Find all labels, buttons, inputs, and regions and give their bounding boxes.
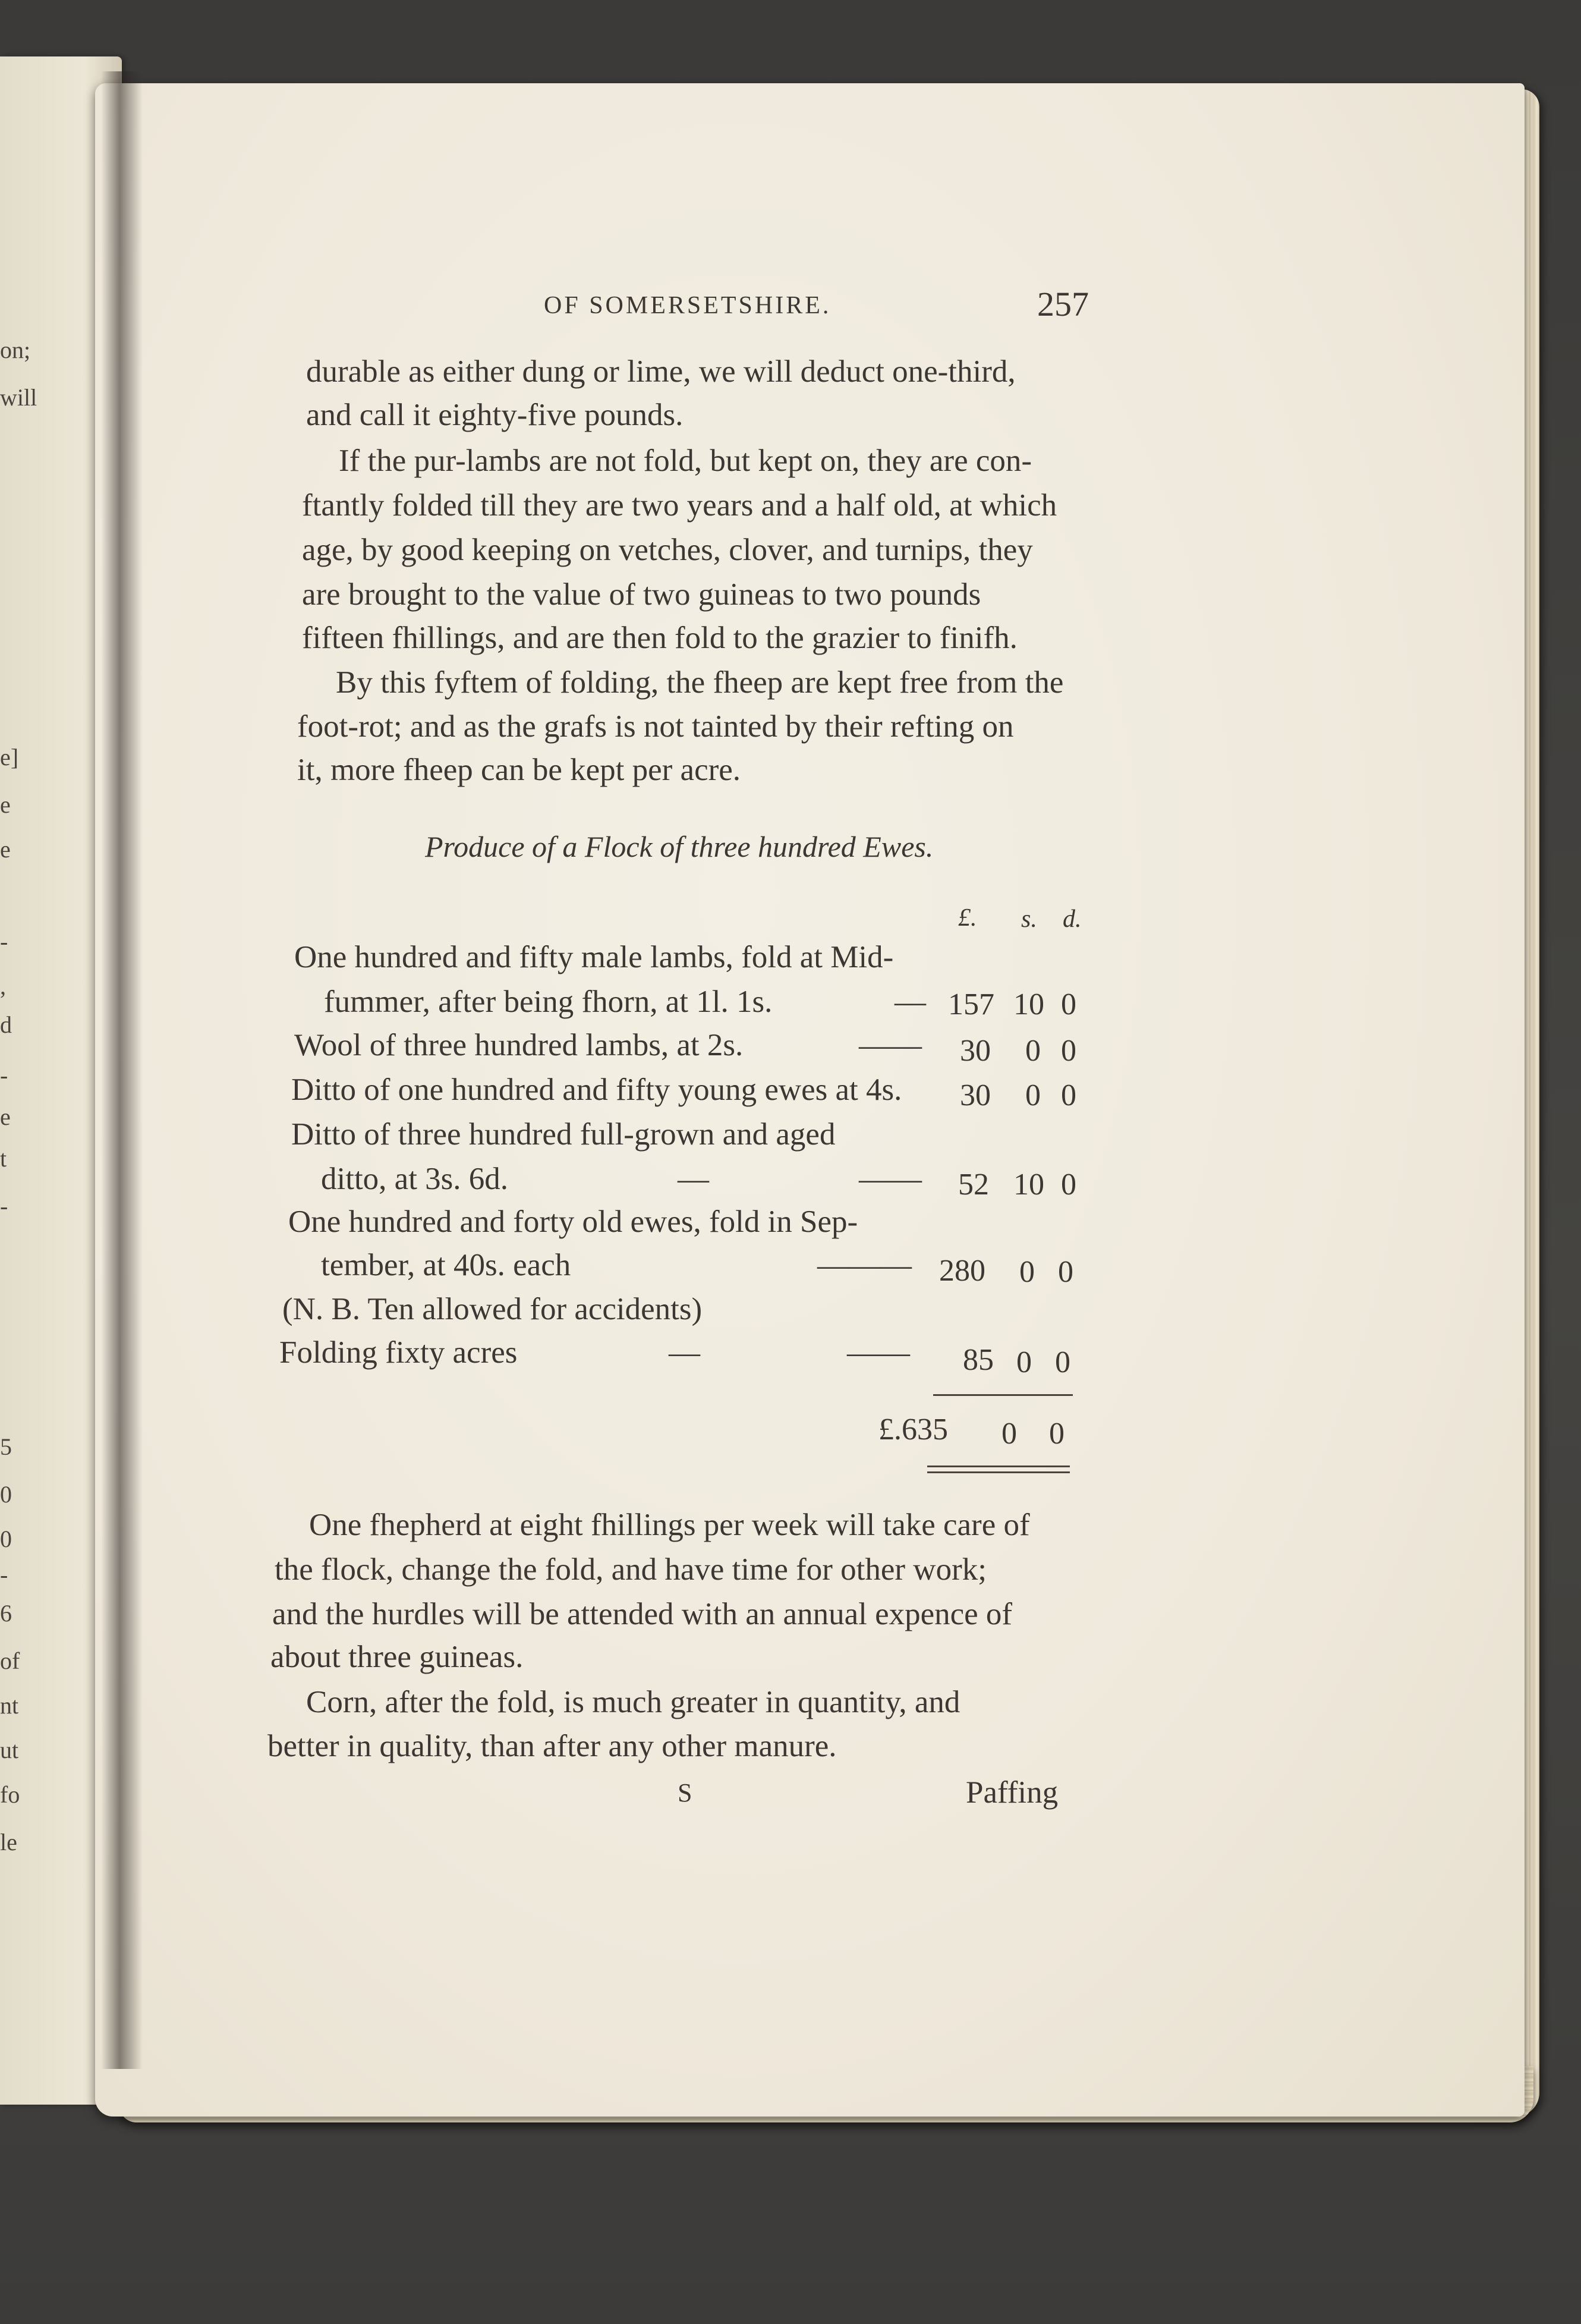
text-line: durable as either dung or lime, we will deduct one-third,: [306, 354, 1016, 389]
binding-gutter: [101, 71, 143, 2069]
text-line: are brought to the value of two guineas to two pounds: [302, 577, 981, 612]
page-number: 257: [1037, 285, 1089, 323]
leader-dash: ———: [817, 1248, 912, 1282]
column-header-shillings: s.: [1021, 905, 1037, 933]
text-line: it, more fheep can be kept per acre.: [297, 753, 741, 787]
text-line: the flock, change the fold, and have time for other work;: [275, 1552, 987, 1587]
amount-pounds: 157: [948, 988, 994, 1021]
leader-dash: ——: [859, 1162, 922, 1196]
margin-fragment: fo: [0, 1781, 20, 1808]
catchword: Paffing: [966, 1775, 1059, 1810]
margin-fragment: ,: [0, 973, 6, 999]
margin-fragment: e: [0, 836, 11, 863]
total-pounds: £.635: [878, 1413, 948, 1446]
table-row-text: One hundred and forty old ewes, fold in Sep-: [288, 1205, 858, 1239]
text-line: about three guineas.: [270, 1640, 524, 1674]
margin-fragment: e]: [0, 744, 19, 771]
amount-shillings: 0: [1016, 1345, 1032, 1379]
running-title: OF SOMERSETSHIRE.: [544, 292, 832, 319]
leader-dash: —: [895, 985, 926, 1019]
text-line: and the hurdles will be attended with an annual expence of: [272, 1597, 1013, 1631]
leader-dash: —: [669, 1335, 700, 1370]
amount-pounds: 85: [963, 1343, 994, 1377]
margin-fragment: ut: [0, 1737, 19, 1763]
amount-pounds: 280: [939, 1254, 985, 1288]
amount-pence: 0: [1055, 1345, 1070, 1379]
amount-shillings: 10: [1013, 1168, 1044, 1202]
leader-dash: ——: [859, 1028, 922, 1062]
total-shillings: 0: [1001, 1417, 1017, 1451]
column-header-pence: d.: [1063, 905, 1082, 933]
text-line: better in quality, than after any other manure.: [267, 1729, 837, 1763]
margin-fragment: on;: [0, 337, 31, 363]
leader-dash: ——: [847, 1335, 910, 1370]
amount-pounds: 30: [960, 1078, 991, 1112]
amount-pence: 0: [1058, 1255, 1073, 1289]
total-double-rule-top: [927, 1466, 1070, 1467]
table-row-text: (N. B. Ten allowed for accidents): [282, 1292, 703, 1326]
table-row-text: One hundred and fifty male lambs, fold at Mid-: [294, 940, 894, 974]
table-row-text: fummer, after being fhorn, at 1l. 1s.: [324, 985, 773, 1019]
text-line: If the pur-lambs are not fold, but kept on, they are con-: [339, 444, 1032, 478]
table-row-text: Wool of three hundred lambs, at 2s.: [294, 1028, 744, 1062]
amount-pence: 0: [1061, 988, 1076, 1021]
table-row-text: Ditto of three hundred full-grown and aged: [291, 1117, 836, 1152]
table-row-text: ditto, at 3s. 6d.: [321, 1162, 509, 1196]
margin-fragment: e: [0, 1103, 11, 1130]
amount-shillings: 0: [1019, 1255, 1035, 1289]
column-header-pounds: £.: [958, 904, 977, 932]
margin-fragment: le: [0, 1829, 17, 1856]
margin-fragment: 6: [0, 1600, 12, 1627]
text-line: One fhepherd at eight fhillings per week will take care of: [309, 1508, 1030, 1542]
margin-fragment: will: [0, 384, 37, 411]
margin-fragment: 5: [0, 1433, 12, 1460]
amount-pence: 0: [1061, 1078, 1076, 1112]
leader-dash: —: [678, 1162, 709, 1196]
total-double-rule-bottom: [927, 1471, 1070, 1473]
amount-pence: 0: [1061, 1034, 1076, 1068]
margin-fragment: t: [0, 1145, 7, 1172]
margin-fragment: 0: [0, 1526, 12, 1552]
table-row-text: Ditto of one hundred and fifty young ewes at 4s.: [291, 1073, 902, 1107]
amount-shillings: 10: [1013, 988, 1044, 1021]
total-pence: 0: [1049, 1417, 1065, 1451]
text-line: fifteen fhillings, and are then fold to the grazier to finifh.: [302, 621, 1018, 655]
amount-shillings: 0: [1025, 1034, 1041, 1068]
amount-pence: 0: [1061, 1168, 1076, 1202]
text-line: By this fyftem of folding, the fheep are kept free from the: [336, 665, 1064, 700]
table-row-text: Folding fixty acres: [279, 1335, 518, 1370]
text-line: foot-rot; and as the grafs is not tainted by their refting on: [297, 709, 1014, 744]
amount-pounds: 52: [958, 1168, 989, 1202]
margin-fragment: 0: [0, 1481, 12, 1508]
margin-fragment: d: [0, 1011, 12, 1038]
text-line: and call it eighty-five pounds.: [306, 398, 684, 432]
margin-fragment: -: [0, 928, 8, 955]
sum-rule: [933, 1394, 1073, 1396]
margin-fragment: e: [0, 791, 11, 818]
margin-fragment: -: [0, 1561, 8, 1588]
margin-fragment: -: [0, 1193, 8, 1219]
text-line: age, by good keeping on vetches, clover, and turnips, they: [302, 533, 1033, 567]
text-line: Corn, after the fold, is much greater in quantity, and: [306, 1685, 960, 1719]
table-caption: Produce of a Flock of three hundred Ewes.: [425, 830, 934, 863]
amount-pounds: 30: [960, 1034, 991, 1068]
signature-mark: S: [678, 1778, 692, 1807]
text-line: ftantly folded till they are two years and a half old, at which: [302, 488, 1057, 523]
margin-fragment: of: [0, 1647, 20, 1674]
amount-shillings: 0: [1025, 1078, 1041, 1112]
margin-fragment: -: [0, 1062, 8, 1089]
table-row-text: tember, at 40s. each: [321, 1248, 571, 1282]
margin-fragment: nt: [0, 1692, 19, 1719]
